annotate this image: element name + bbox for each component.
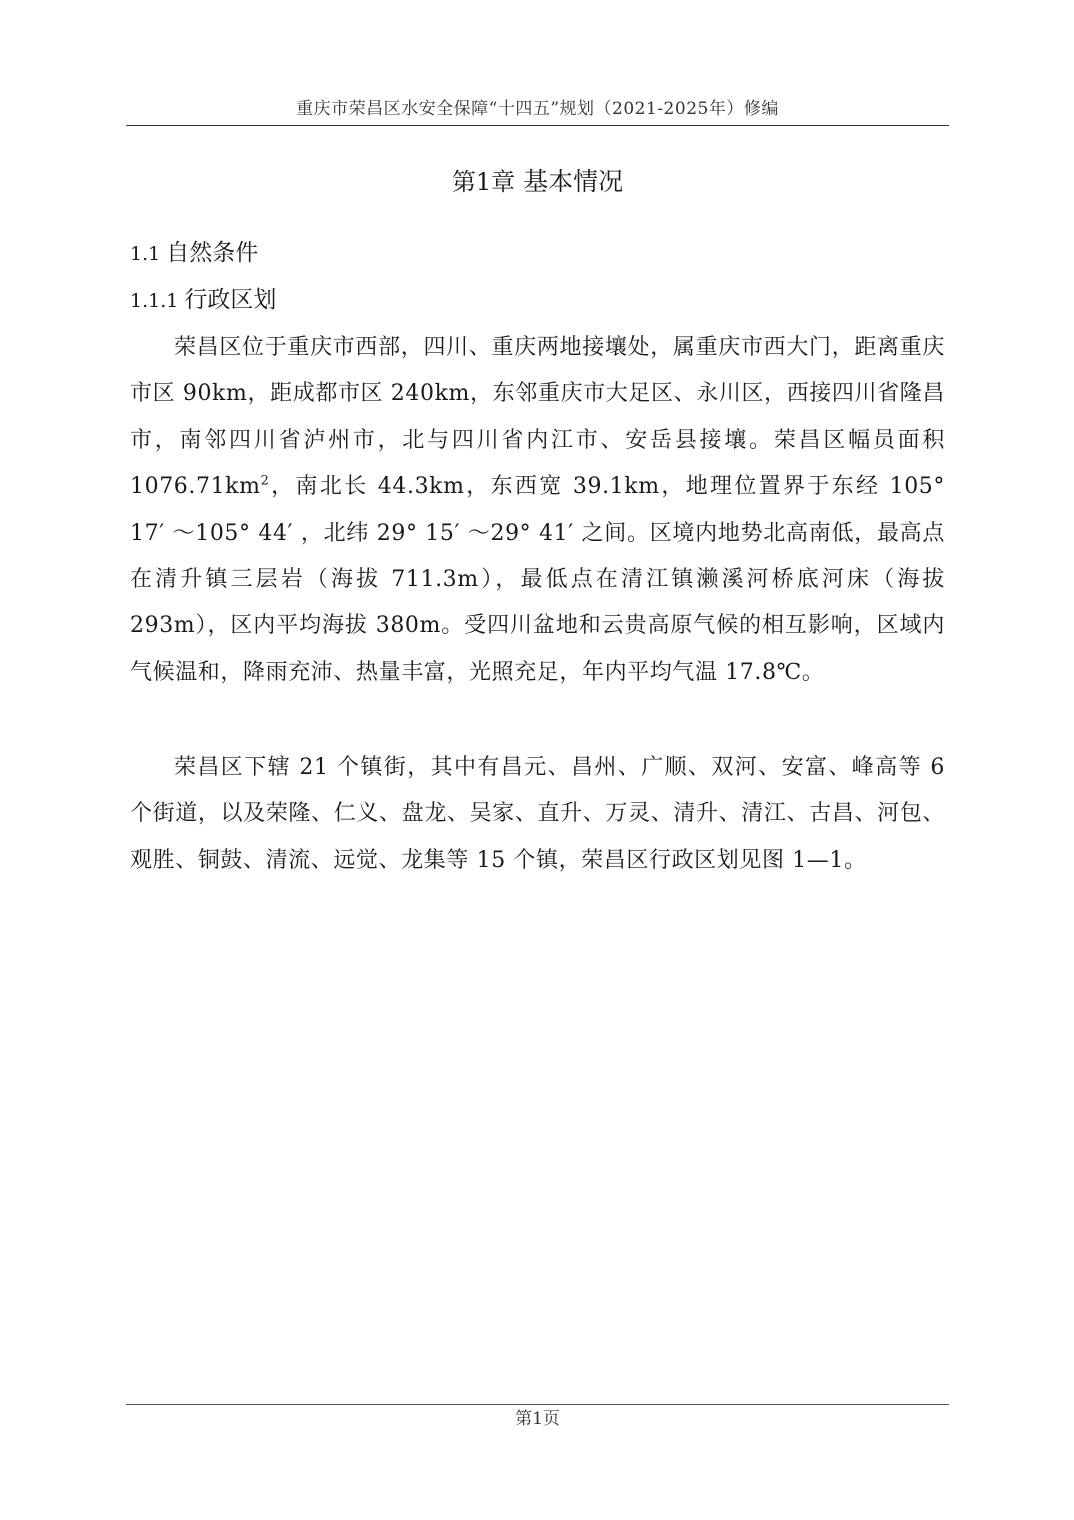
section-number: 1.1 <box>130 243 161 265</box>
paragraph-text: ，南北长 44.3km，东西宽 39.1km，地理位置界于东经 105° 17′ ～105° 44′ ，北纬 29° 15′ ～29° 41′ 之间。区境内地势北高南低，最高点在清升镇三层岩（海拔 711.3m），最低点在清江镇濑溪河桥底河床（海拔 293m），区内平均海拔 380m。受四川盆地和云贵高原气候的相互影响，区域内气候温和，降雨充沛、热量丰富，光照充足，年内平均气温 17.8℃。 <box>130 474 945 685</box>
section-heading-1-1-1 <box>130 280 276 321</box>
paragraph-text: 荣昌区位于重庆市西部，四川、重庆两地接壤处，属重庆市西大门，距离重庆市区 90km，距成都市区 240km，东邻重庆市大足区、永川区，西接四川省隆昌市，南邻四川省泸州市，北与四川省内江市、安岳县接壤。荣昌区幅员面积 1076.71km <box>130 335 945 500</box>
superscript: 2 <box>260 473 270 489</box>
chapter-title <box>126 162 949 202</box>
section-title: 自然条件 <box>166 240 259 266</box>
section-number: 1.1.1 <box>130 290 179 312</box>
chapter-number: 第1章 <box>451 168 516 196</box>
body-paragraph-administration: 荣昌区下辖 21 个镇街，其中有昌元、昌州、广顺、双河、安富、峰高等 6 个街道，以及荣隆、仁义、盘龙、吴家、直升、万灵、清升、清江、古昌、河包、观胜、铜鼓、清流、远觉、龙集等 15 个镇，荣昌区行政区划见图 1—1。 <box>130 755 945 873</box>
body-paragraph-location <box>130 325 945 696</box>
page-number: 第1页 <box>515 1409 560 1429</box>
page-header: 重庆市荣昌区水安全保障“十四五”规划（2021-2025年）修编 <box>296 99 779 119</box>
section-title: 行政区划 <box>184 287 277 313</box>
header-divider <box>126 125 949 126</box>
chapter-name: 基本情况 <box>523 167 624 196</box>
section-heading-1-1 <box>130 233 258 274</box>
